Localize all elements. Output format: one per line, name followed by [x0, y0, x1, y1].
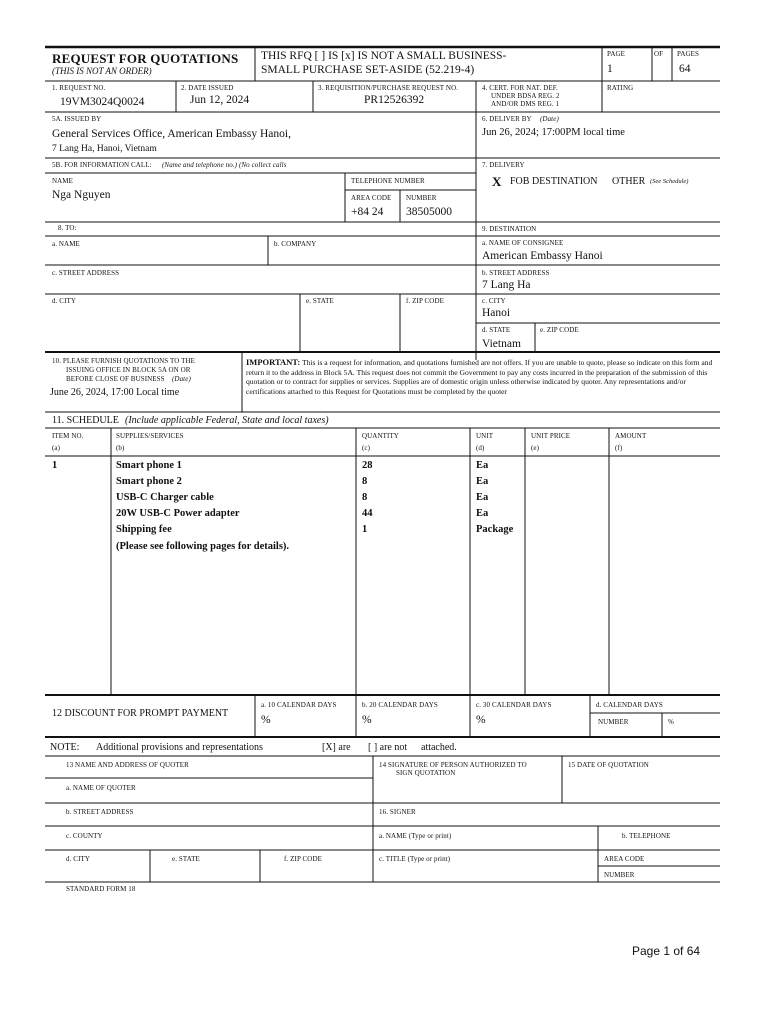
signer-area-code-label: AREA CODE [604, 855, 645, 863]
signature-label-line1: 14 SIGNATURE OF PERSON AUTHORIZED TO [379, 761, 527, 769]
contact-name-value: Nga Nguyen [52, 189, 111, 201]
col-unit-sub: (d) [476, 444, 485, 452]
discount-30-days: c. 30 CALENDAR DAYS [476, 701, 552, 709]
signature-label-line2: SIGN QUOTATION [396, 769, 456, 777]
important-label: IMPORTANT: [246, 357, 301, 367]
item-desc: Shipping fee [116, 524, 172, 535]
item-desc: Smart phone 1 [116, 460, 182, 471]
to-zip-label: f. ZIP CODE [406, 297, 444, 305]
important-text: This is a request for information, and quotations furnished are not offers. If you are unable to quote, please so indicate on this form and return it to the address in Block 5A. This request does not commit the Government to pay any costs incurred in the preparation of the submission of this quotation or to contract for supplies or services. Supplies are of domestic origin unless otherwise indicated by quoter. Any representations and/or certifications attached to this Request for Quotations must be completed by the quoter [246, 358, 713, 396]
consignee-label: a. NAME OF CONSIGNEE [482, 239, 564, 247]
to-name-label: a. NAME [52, 240, 80, 248]
cert-line3: AND/OR DMS REG. 1 [491, 100, 560, 108]
page-label: PAGE [607, 50, 626, 58]
requisition-label: 3. REQUISITION/PURCHASE REQUEST NO. [318, 84, 459, 92]
standard-form-id: STANDARD FORM 18 [66, 885, 136, 893]
rfq-set-aside-line1: THIS RFQ [ ] IS [x] IS NOT A SMALL BUSINESS- [261, 50, 507, 62]
col-quantity-sub: (c) [362, 444, 371, 452]
request-no-label: 1. REQUEST NO. [52, 84, 106, 92]
to-state-label: e. STATE [306, 297, 334, 305]
consignee-value: American Embassy Hanoi [482, 250, 603, 262]
item-unit: Ea [476, 476, 489, 487]
fob-checkmark: X [492, 174, 502, 189]
request-no-value: 19VM3024Q0024 [60, 96, 145, 108]
page-total: 64 [679, 63, 691, 75]
item-qty: 1 [362, 524, 368, 535]
col-unit: UNIT [476, 432, 494, 440]
furnish-date-note: (Date) [172, 375, 191, 383]
deliver-by-value: Jun 26, 2024; 17:00PM local time [482, 127, 625, 138]
col-item-no-sub: (a) [52, 444, 61, 452]
pages-label: PAGES [677, 50, 700, 58]
discount-number-pct: % [668, 718, 674, 726]
note-are-not: [ ] are not [368, 742, 408, 753]
signer-label: 16. SIGNER [379, 808, 416, 816]
rfq-set-aside-line2: SMALL PURCHASE SET-ASIDE (52.219-4) [261, 64, 475, 76]
dest-city-value: Hanoi [482, 307, 511, 319]
discount-10-pct: % [261, 714, 271, 726]
dest-street-value: 7 Lang Ha [482, 279, 531, 291]
col-unit-price: UNIT PRICE [531, 432, 571, 440]
cert-line1: 4. CERT. FOR NAT. DEF. [482, 84, 559, 92]
contact-name-label: NAME [52, 177, 74, 185]
furnish-line2: ISSUING OFFICE IN BLOCK 5A ON OR [66, 366, 191, 374]
destination-label: 9. DESTINATION [482, 225, 537, 233]
discount-label: 12 DISCOUNT FOR PROMPT PAYMENT [52, 708, 229, 719]
col-unit-price-sub: (e) [531, 444, 540, 452]
signer-title-label: c. TITLE (Type or print) [379, 855, 451, 863]
of-label: OF [654, 50, 664, 58]
item-desc: USB-C Charger cable [116, 492, 214, 503]
furnish-line1: 10. PLEASE FURNISH QUOTATIONS TO THE [52, 357, 196, 365]
col-amount: AMOUNT [615, 432, 647, 440]
item-qty: 44 [362, 508, 373, 519]
schedule-title-note: (Include applicable Federal, State and local taxes) [125, 415, 329, 426]
signer-telephone-label: b. TELEPHONE [622, 832, 671, 840]
item-qty: 28 [362, 460, 373, 471]
col-item-no: ITEM NO. [52, 432, 84, 440]
item-desc: 20W USB-C Power adapter [116, 508, 240, 519]
important-notice [246, 357, 716, 396]
item-unit: Ea [476, 508, 489, 519]
quoter-county-label: c. COUNTY [66, 832, 103, 840]
other-label: OTHER [612, 176, 646, 187]
col-amount-sub: (f) [615, 444, 623, 452]
quoter-street-label: b. STREET ADDRESS [66, 808, 134, 816]
date-issued-value: Jun 12, 2024 [190, 94, 250, 106]
col-supplies: SUPPLIES/SERVICES [116, 432, 184, 440]
discount-10-days: a. 10 CALENDAR DAYS [261, 701, 337, 709]
to-company-label: b. COMPANY [274, 240, 317, 248]
discount-30-pct: % [476, 714, 486, 726]
dest-street-label: b. STREET ADDRESS [482, 269, 550, 277]
date-issued-label: 2. DATE ISSUED [181, 84, 234, 92]
dest-city-label: c. CITY [482, 297, 506, 305]
page-number: 1 [607, 63, 613, 75]
item-number: 1 [52, 460, 58, 471]
requisition-value: PR12526392 [364, 94, 425, 106]
dest-zip-label: e. ZIP CODE [540, 326, 579, 334]
item-unit: Ea [476, 492, 489, 503]
page-footer: Page 1 of 64 [632, 944, 701, 958]
col-supplies-sub: (b) [116, 444, 125, 452]
to-label: 8. TO: [58, 224, 77, 232]
area-code-value: +84 24 [351, 206, 384, 218]
to-city-label: d. CITY [52, 297, 77, 305]
fob-destination-label: FOB DESTINATION [510, 176, 598, 187]
to-street-label: c. STREET ADDRESS [52, 269, 120, 277]
item-qty: 8 [362, 476, 368, 487]
delivery-label: 7. DELIVERY [482, 161, 525, 169]
discount-20-days: b. 20 CALENDAR DAYS [362, 701, 438, 709]
quotation-due-value: June 26, 2024, 17:00 Local time [50, 387, 180, 398]
col-quantity: QUANTITY [362, 432, 399, 440]
date-of-quotation-label: 15 DATE OF QUOTATION [568, 761, 649, 769]
schedule-note: (Please see following pages for details). [116, 541, 290, 552]
note-label: NOTE: [50, 742, 80, 753]
quoter-state-label: e. STATE [172, 855, 200, 863]
cert-line2: UNDER BDSA REG. 2 [491, 92, 560, 100]
quoter-label: 13 NAME AND ADDRESS OF QUOTER [66, 761, 189, 769]
item-unit: Ea [476, 460, 489, 471]
deliver-by-label: 6. DELIVER BY [482, 115, 532, 123]
dest-state-value: Vietnam [482, 338, 521, 350]
issued-by-name: General Services Office, American Embassy Hanoi, [52, 128, 291, 140]
form-subtitle: (THIS IS NOT AN ORDER) [52, 66, 152, 76]
schedule-title: 11. SCHEDULE [52, 415, 119, 426]
phone-number-value: 38505000 [406, 206, 452, 218]
rating-label: RATING [607, 84, 634, 92]
note-attached: attached. [421, 742, 457, 753]
phone-number-label: NUMBER [406, 194, 437, 202]
issued-by-address: 7 Lang Ha, Hanoi, Vietnam [52, 144, 157, 154]
furnish-line3: BEFORE CLOSE OF BUSINESS [66, 375, 165, 383]
area-code-label: AREA CODE [351, 194, 392, 202]
signer-name-label: a. NAME (Type or print) [379, 832, 452, 840]
telephone-label: TELEPHONE NUMBER [351, 177, 425, 185]
info-call-label: 5B. FOR INFORMATION CALL: [52, 161, 152, 169]
discount-20-pct: % [362, 714, 372, 726]
quoter-zip-label: f. ZIP CODE [284, 855, 322, 863]
quoter-name-label: a. NAME OF QUOTER [66, 784, 136, 792]
item-unit: Package [476, 524, 514, 535]
note-text: Additional provisions and representations [96, 742, 263, 753]
item-qty: 8 [362, 492, 368, 503]
info-call-note: (Name and telephone no.) (No collect calls [162, 161, 287, 169]
issued-by-label: 5A. ISSUED BY [52, 115, 102, 123]
note-are: [X] are [322, 742, 351, 753]
form-title: REQUEST FOR QUOTATIONS [52, 51, 239, 66]
discount-number-label: NUMBER [598, 718, 629, 726]
quoter-city-label: d. CITY [66, 855, 91, 863]
discount-calendar-days: d. CALENDAR DAYS [596, 701, 663, 709]
deliver-by-note: (Date) [540, 115, 559, 123]
signer-number-label: NUMBER [604, 871, 635, 879]
other-note: (See Schedule) [650, 178, 689, 185]
dest-state-label: d. STATE [482, 326, 511, 334]
item-desc: Smart phone 2 [116, 476, 182, 487]
